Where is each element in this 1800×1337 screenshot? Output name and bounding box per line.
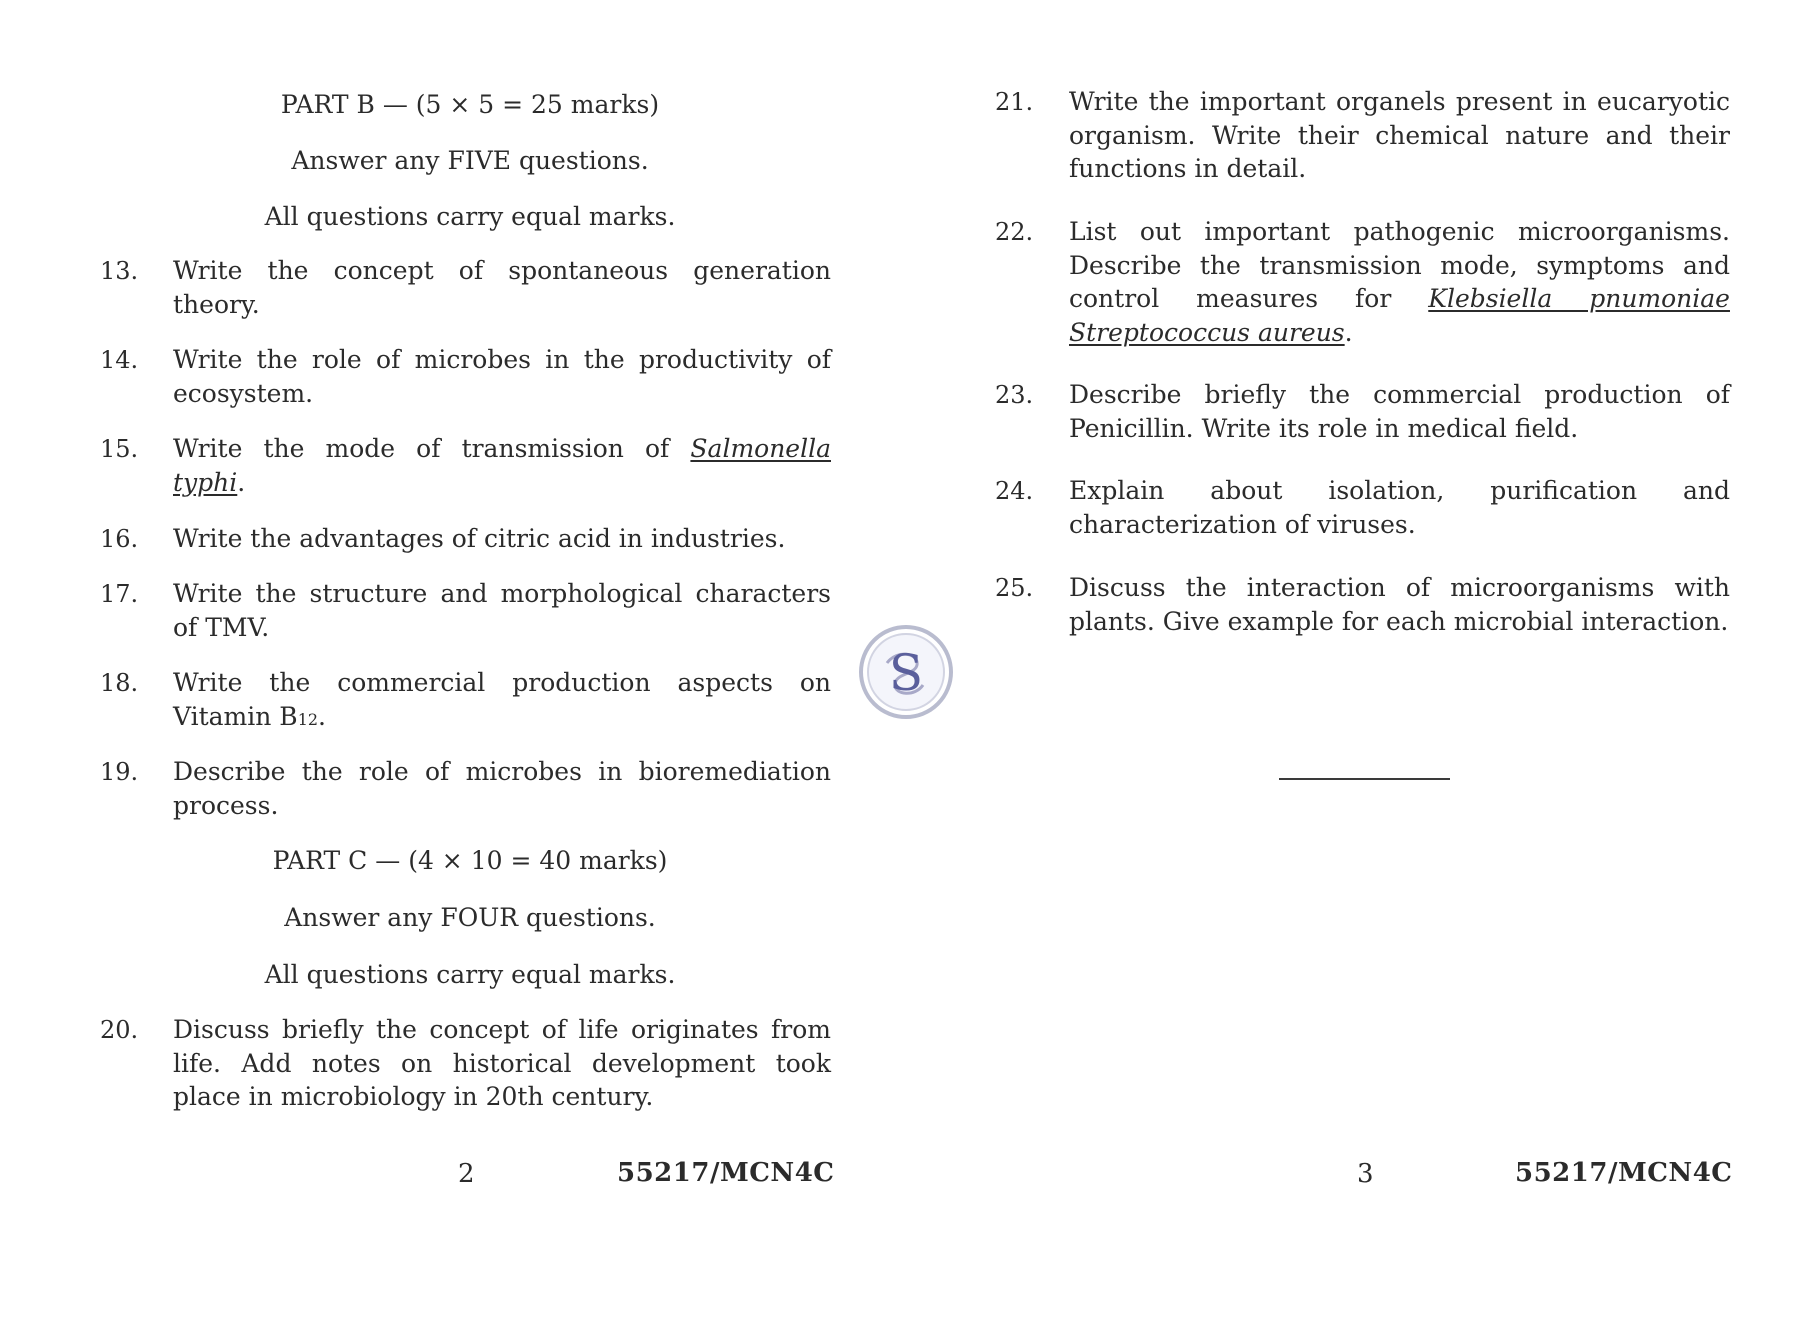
question-text — [1069, 215, 1730, 349]
paper-code-right: 55217/MCN4C — [1515, 1158, 1733, 1188]
question-text-part: Write the mode of transmission of — [173, 434, 691, 463]
question-text-part: . — [237, 467, 246, 497]
part-b-instruction: Answer any FIVE questions. — [291, 146, 649, 175]
question-number: 17. — [100, 580, 139, 608]
question-number: 13. — [100, 257, 139, 285]
question-number: 18. — [100, 669, 139, 697]
question-number: 14. — [100, 346, 139, 374]
question-number: 19. — [100, 758, 139, 786]
species-name: Streptococcus aureus — [1069, 317, 1345, 347]
page-number-right: 3 — [1357, 1159, 1374, 1189]
part-b-heading: PART B — (5 × 5 = 25 marks) — [280, 90, 660, 119]
question-text: Discuss the interaction of microorganisms with plants. Give example for each microbial interaction. — [1069, 573, 1730, 636]
question-text: Write the concept of spontaneous generation theory. — [173, 256, 831, 319]
question-number: 24. — [995, 477, 1034, 505]
question-text — [173, 666, 831, 736]
question-text: Write the advantages of citric acid in industries. — [173, 524, 786, 553]
species-name: Salmonella typhi — [173, 434, 831, 497]
part-c-instruction: Answer any FOUR questions. — [284, 903, 656, 932]
question-text: Describe the role of microbes in bioremediation process. — [173, 757, 831, 820]
question-text — [173, 432, 831, 499]
question-number: 21. — [995, 88, 1034, 116]
page-number-left: 2 — [458, 1159, 475, 1189]
watermark-seal-icon — [857, 623, 955, 721]
question-text: Write the role of microbes in the productivity of ecosystem. — [173, 345, 831, 408]
question-text-part: Write the commercial production aspects on Vitamin B — [173, 668, 831, 731]
species-name: Klebsiella pnumoniae — [1428, 284, 1730, 313]
question-number: 16. — [100, 525, 139, 553]
question-number: 22. — [995, 218, 1034, 246]
question-text: Describe briefly the commercial production of Penicillin. Write its role in medical field. — [1069, 380, 1730, 443]
part-c-heading: PART C — (4 × 10 = 40 marks) — [272, 846, 668, 875]
question-text: Explain about isolation, purification and characterization of viruses. — [1069, 476, 1730, 539]
question-text-part: . — [1344, 317, 1353, 347]
part-c-note: All questions carry equal marks. — [264, 960, 676, 989]
subscript: 12 — [297, 709, 319, 729]
end-of-paper-rule — [1279, 778, 1450, 780]
seal-letter: S — [888, 644, 924, 702]
paper-code-left: 55217/MCN4C — [617, 1158, 835, 1188]
question-number: 15. — [100, 435, 139, 463]
question-number: 23. — [995, 381, 1034, 409]
right-page — [900, 0, 1800, 1337]
question-text: Write the structure and morphological characters of TMV. — [173, 579, 831, 642]
question-number: 25. — [995, 574, 1034, 602]
part-b-note: All questions carry equal marks. — [264, 202, 676, 231]
question-text: Discuss briefly the concept of life originates from life. Add notes on historical development took place in microbiology in 20th century. — [173, 1015, 831, 1111]
question-number: 20. — [100, 1016, 139, 1044]
question-text: Write the important organels present in eucaryotic organism. Write their chemical nature and their functions in detail. — [1069, 87, 1730, 183]
question-text-part: . — [318, 701, 326, 731]
question-text-part: List out important pathogenic microorganisms. Describe the transmission mode, symptoms and control measures for — [1069, 217, 1730, 313]
